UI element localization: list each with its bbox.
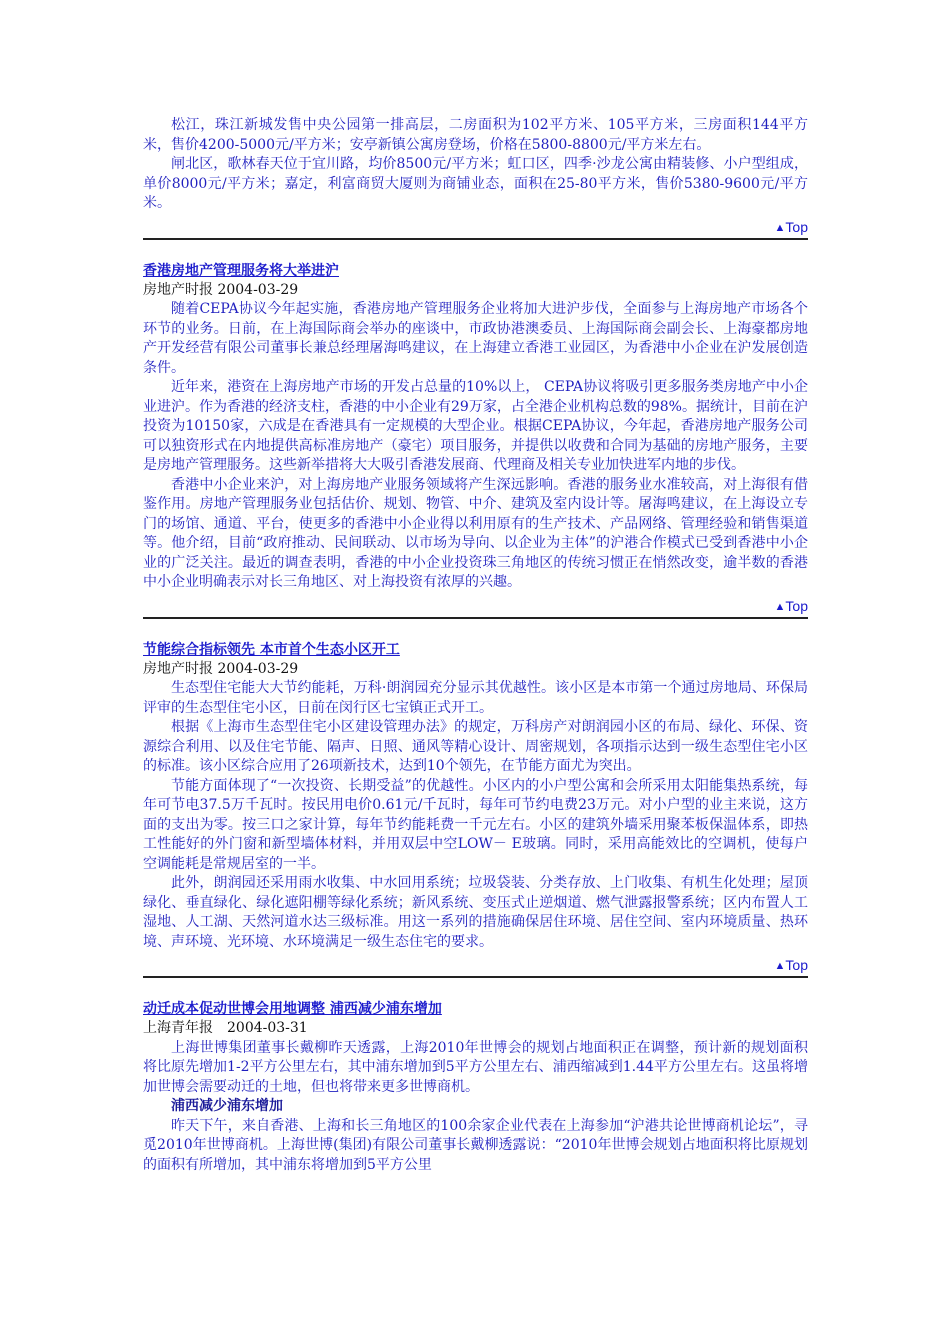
back-to-top-link[interactable] bbox=[143, 955, 808, 975]
article-source: 上海青年报 2004-03-31 bbox=[143, 1020, 308, 1036]
document-page bbox=[143, 116, 808, 1175]
article bbox=[143, 978, 808, 1175]
top-link-label: Top bbox=[785, 957, 808, 973]
article bbox=[143, 619, 808, 953]
up-triangle-icon: ▲ bbox=[774, 600, 786, 613]
intro-fragment bbox=[143, 116, 808, 214]
article bbox=[143, 240, 808, 593]
article-subheading: 浦西减少浦东增加 bbox=[171, 1098, 283, 1114]
top-link-label: Top bbox=[785, 218, 808, 235]
paragraph: 上海世博集团董事长戴柳昨天透露，上海2010年世博会的规划占地面积正在调整，预计新的规划面积将比原先增加1-2平方公里左右，其中浦东增加到5平方公里左右、浦西缩减到1.44平方公里左右。这虽将增加世博会需要动迁的土地，但也将带来更多世博商机。 bbox=[143, 1039, 808, 1095]
paragraph: 闸北区，歌林春天位于宜川路，均价8500元/平方米；虹口区，四季·沙龙公寓由精装修、小户型组成，单价8000元/平方米；嘉定，利富商贸大厦则为商铺业态，面积在25-80平方米，售价5380-9600元/平方米。 bbox=[143, 156, 808, 211]
paragraph: 随着CEPA协议今年起实施，香港房地产管理服务企业将加大进沪步伐，全面参与上海房地产市场各个环节的业务。日前，在上海国际商会举办的座谈中，市政协港澳委员、上海国际商会副会长、上海豪都房地产开发经营有限公司董事长兼总经理屠海鸣建议，在上海建立香港工业园区，为香港中小企业在沪发展创造条件。 bbox=[143, 301, 808, 376]
article-title-link[interactable]: 节能综合指标领先 本市首个生态小区开工 bbox=[143, 641, 400, 658]
article-title-link[interactable]: 香港房地产管理服务将大举进沪 bbox=[143, 262, 339, 279]
back-to-top-link[interactable] bbox=[143, 596, 808, 616]
paragraph: 根据《上海市生态型住宅小区建设管理办法》的规定，万科房产对朗润园小区的布局、绿化、环保、资源综合利用、以及住宅节能、隔声、日照、通风等精心设计、周密规划，各项指示达到一级生态型住宅小区的标准。该小区综合应用了26项新技术，达到10个领先，在节能方面尤为突出。 bbox=[143, 719, 808, 774]
paragraph: 松江，珠江新城发售中央公园第一排高层，二房面积为102平方米、105平方米，三房面积144平方米，售价4200-5000元/平方米；安亭新镇公寓房登场，价格在5800-8800元/平方米左右。 bbox=[143, 117, 808, 153]
article-source: 房地产时报 2004-03-29 bbox=[143, 660, 299, 677]
top-link-label: Top bbox=[785, 597, 808, 614]
article-title-link[interactable]: 动迁成本促动世博会用地调整 浦西减少浦东增加 bbox=[143, 1001, 442, 1017]
paragraph: 近年来，港资在上海房地产市场的开发占总量的10%以上， CEPA协议将吸引更多服务类房地产中小企业进沪。作为香港的经济支柱，香港的中小企业有29万家，占全港企业机构总数的98%。据统计，目前在沪投资为10150家，六成是在香港具有一定规模的大型企业。根据CEPA协议，今年起，香港房地产服务公司可以独资形式在内地提供高标准房地产（豪宅）项目服务，并提供以收费和合同为基础的房地产服务，主要是房地产管理服务。这些新举措将大大吸引香港发展商、代理商及相关专业加快进军内地的步伐。 bbox=[143, 379, 808, 473]
paragraph: 香港中小企业来沪，对上海房地产业服务领域将产生深远影响。香港的服务业水准较高，对上海很有借鉴作用。房地产管理服务业包括估价、规划、物管、中介、建筑及室内设计等。屠海鸣建议，在上海设立专门的场馆、通道、平台，使更多的香港中小企业得以利用原有的生产技术、产品网络、管理经验和销售渠道等。他介绍，目前“政府推动、民间联动、以市场为导向、以企业为主体”的沪港合作模式已受到香港中小企业的广泛关注。最近的调查表明，香港的中小企业投资珠三角地区的传统习惯正在悄然改变，逾半数的香港中小企业明确表示对长三角地区、对上海投资有浓厚的兴趣。 bbox=[143, 476, 808, 590]
paragraph: 节能方面体现了“一次投资、长期受益”的优越性。小区内的小户型公寓和会所采用太阳能集热系统，每年可节电37.5万千瓦时。按民用电价0.61元/千瓦时，每年可节约电费23万元。对小户型的业主来说，这方面的支出为零。按三口之家计算，每年节约能耗费一千元左右。小区的建筑外墙采用聚苯板保温体系，即热工性能好的外门窗和新型墙体材料，并用双层中空LOW－ E玻璃。同时，采用高能效比的空调机，使每户空调能耗是常规居室的一半。 bbox=[143, 777, 808, 872]
up-triangle-icon: ▲ bbox=[774, 221, 786, 234]
up-triangle-icon: ▲ bbox=[774, 960, 786, 972]
paragraph: 昨天下午，来自香港、上海和长三角地区的100余家企业代表在上海参加“沪港共论世博商机论坛”，寻觅2010年世博商机。上海世博(集团)有限公司董事长戴柳透露说：“2010年世博会规划占地面积将比原规划的面积有所增加，其中浦东将增加到5平方公里 bbox=[143, 1117, 808, 1173]
paragraph: 生态型住宅能大大节约能耗，万科·朗润园充分显示其优越性。该小区是本市第一个通过房地局、环保局评审的生态型住宅小区，日前在闵行区七宝镇正式开工。 bbox=[143, 680, 808, 716]
article-source: 房地产时报 2004-03-29 bbox=[143, 281, 299, 298]
paragraph: 此外，朗润园还采用雨水收集、中水回用系统；垃圾袋装、分类存放、上门收集、有机生化处理；屋顶绿化、垂直绿化、绿化遮阳棚等绿化系统；新风系统、变压式止逆烟道、燃气泄露报警系统；区内布置人工湿地、人工湖、天然河道水达三级标准。用这一系列的措施确保居住环境、居住空间、室内环境质量、热环境、声环境、光环境、水环境满足一级生态住宅的要求。 bbox=[143, 875, 808, 950]
back-to-top-link[interactable] bbox=[143, 217, 808, 237]
